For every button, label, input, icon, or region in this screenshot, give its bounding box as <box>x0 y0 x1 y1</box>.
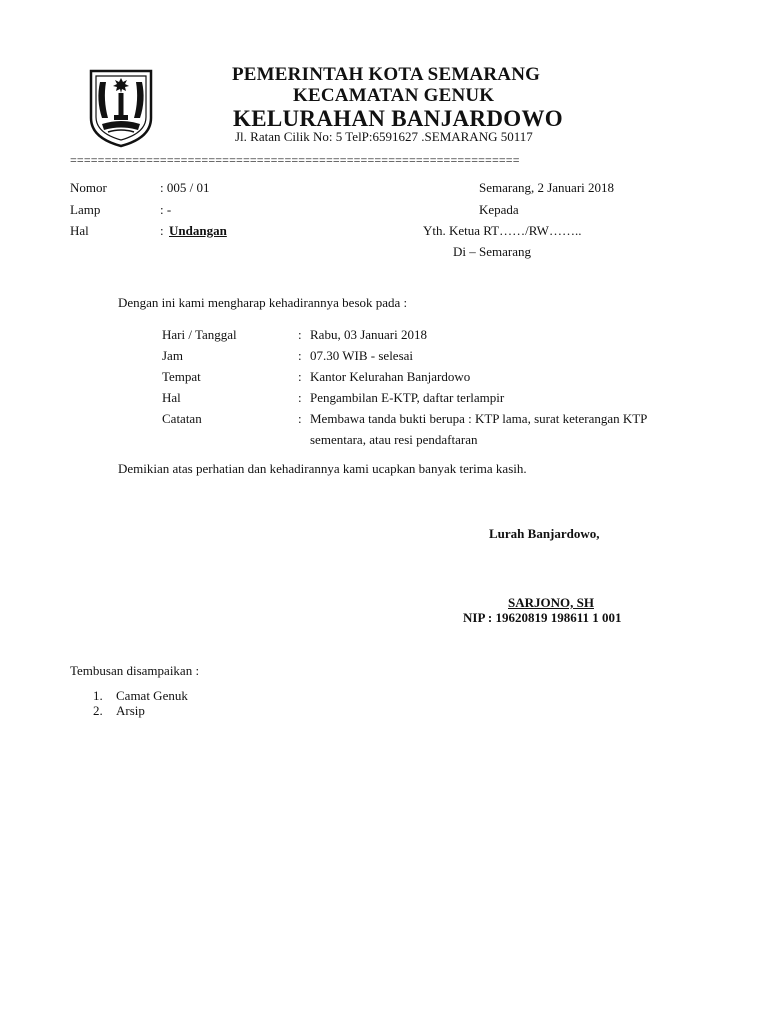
signatory-nip: NIP : 19620819 198611 1 001 <box>463 610 622 625</box>
recipient-line: Yth. Ketua RT……/RW…….. <box>423 223 582 238</box>
list-item: Camat Genuk <box>116 688 188 703</box>
header-village-title: KELURAHAN BANJARDOWO <box>233 106 563 131</box>
recipient-location: Di – Semarang <box>453 244 531 259</box>
letter-date: Semarang, 2 Januari 2018 <box>479 180 615 195</box>
lamp-value: : - <box>160 202 172 217</box>
list-item-number: 1. <box>93 688 103 703</box>
signature-title: Lurah Banjardowo, <box>489 526 600 541</box>
tembusan-heading: Tembusan disampaikan : <box>70 663 200 678</box>
intro-paragraph: Dengan ini kami mengharap kehadirannya besok pada : <box>118 295 408 310</box>
header-government-title: PEMERINTAH KOTA SEMARANG <box>232 64 541 85</box>
detail-value: 07.30 WIB - selesai <box>310 348 414 363</box>
header-separator: ================================================================= <box>70 153 520 167</box>
detail-label: Hal <box>162 390 181 405</box>
detail-label: Jam <box>162 348 183 363</box>
hal-label: Hal <box>70 223 89 238</box>
detail-label: Catatan <box>162 411 202 426</box>
closing-paragraph: Demikian atas perhatian dan kehadirannya kami ucapkan banyak terima kasih. <box>118 461 527 476</box>
list-item: Arsip <box>116 703 145 718</box>
nomor-value: : 005 / 01 <box>160 180 210 195</box>
lamp-label: Lamp <box>70 202 101 217</box>
detail-value: Kantor Kelurahan Banjardowo <box>310 369 471 384</box>
detail-colon: : <box>298 348 302 363</box>
hal-colon: : <box>160 223 164 238</box>
nomor-label: Nomor <box>70 180 107 195</box>
detail-label: Hari / Tanggal <box>162 327 237 342</box>
detail-label: Tempat <box>162 369 201 384</box>
hal-value: Undangan <box>169 223 227 238</box>
detail-value: Pengambilan E-KTP, daftar terlampir <box>310 390 505 405</box>
detail-value: Membawa tanda bukti berupa : KTP lama, surat keterangan KTP <box>310 411 648 426</box>
signatory-name: SARJONO, SH <box>508 595 594 610</box>
detail-colon: : <box>298 411 302 426</box>
detail-colon: : <box>298 327 302 342</box>
detail-colon: : <box>298 369 302 384</box>
detail-value: Rabu, 03 Januari 2018 <box>310 327 427 342</box>
list-item-number: 2. <box>93 703 103 718</box>
city-emblem-icon <box>88 68 154 148</box>
detail-value-continuation: sementara, atau resi pendaftaran <box>310 432 478 447</box>
detail-colon: : <box>298 390 302 405</box>
header-district-title: KECAMATAN GENUK <box>293 85 495 106</box>
header-address: Jl. Ratan Cilik No: 5 TelP:6591627 .SEMARANG 50117 <box>235 129 533 144</box>
kepada-label: Kepada <box>479 202 519 217</box>
